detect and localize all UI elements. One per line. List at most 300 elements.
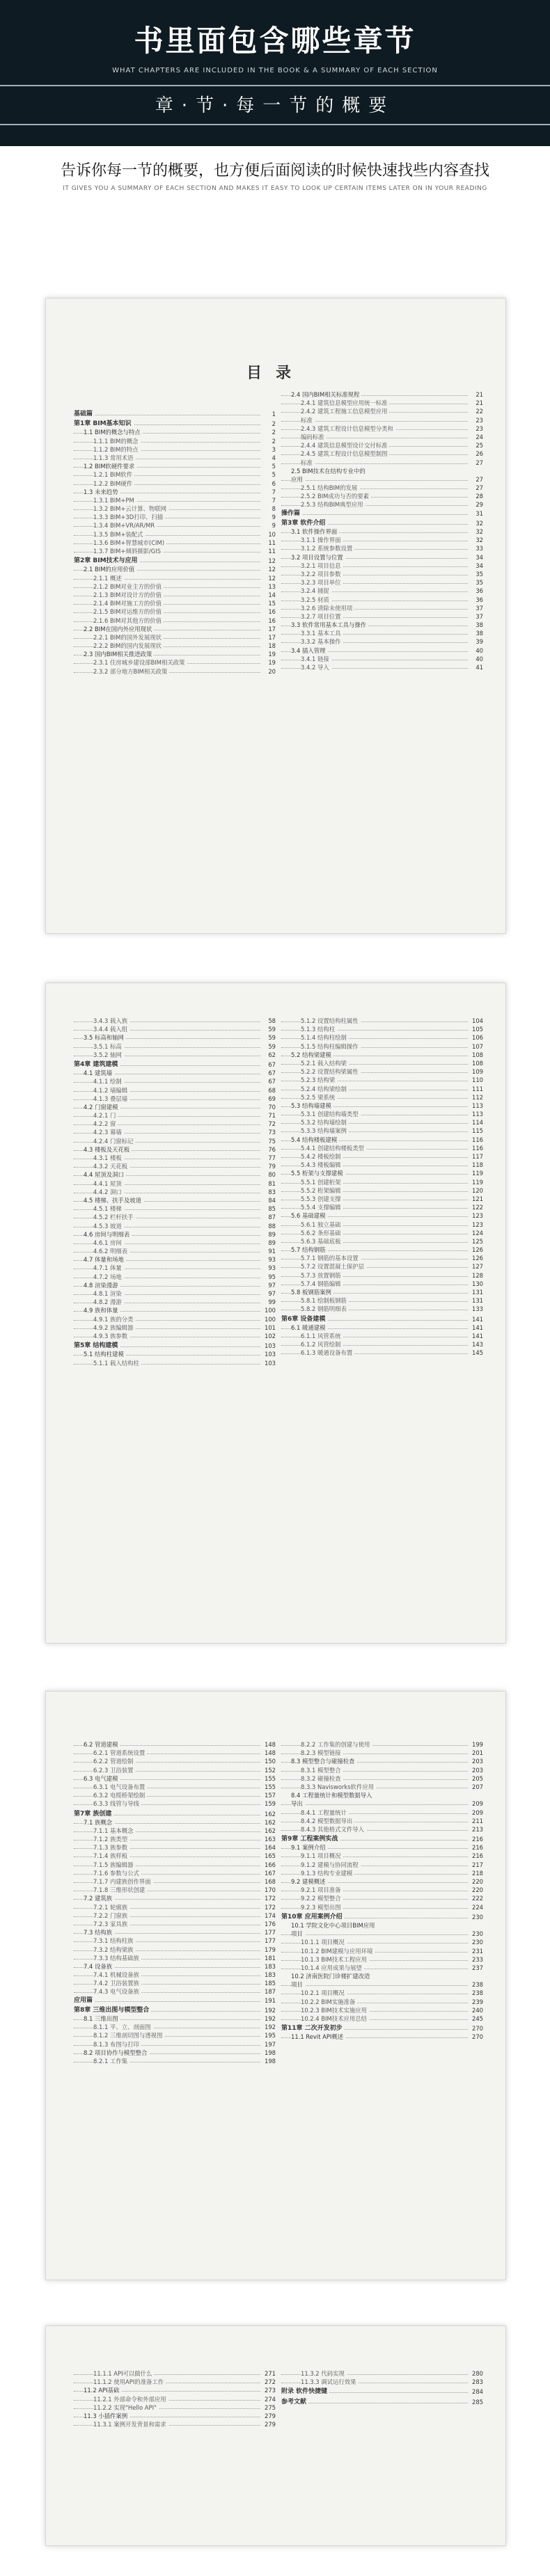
toc-entry-label: 3.2.1 项目信息 (301, 562, 343, 570)
toc-entry-label: 8.1.2 三维剖切图与透视图 (93, 2031, 164, 2040)
toc-entry (74, 667, 276, 676)
toc-entry-page: 116 (468, 1136, 483, 1144)
toc-leader (74, 2001, 260, 2002)
toc-entry (74, 1281, 276, 1289)
toc-entry-page: 35 (468, 570, 483, 578)
toc-entry-label: 2.4.4 建筑信息模型设计交付标准 (301, 441, 389, 450)
toc-entry (281, 1861, 483, 1869)
toc-entry-label: 7.1.1 基本概念 (93, 1827, 135, 1835)
toc-entry-page: 271 (260, 2369, 276, 2378)
toc-entry (74, 1196, 276, 1204)
toc-entry (74, 1323, 276, 1332)
toc-entry (74, 2369, 276, 2378)
toc-entry-page: 81 (260, 1179, 276, 1188)
toc-entry-label: 10.2 济南医院门诊楼扩建改造 (291, 1972, 372, 1980)
toc-entry-page: 148 (260, 1749, 276, 1757)
toc-entry (74, 1179, 276, 1188)
toc-entry (281, 2387, 483, 2396)
toc-entry (281, 1886, 483, 1894)
toc-leader (281, 514, 468, 515)
toc-entry-label: 5.6.1 独立基础 (301, 1221, 343, 1229)
toc-entry-page: 125 (468, 1237, 483, 1246)
toc-entry-label: 10.1.4 应用成果与展望 (301, 1964, 364, 1972)
toc-entry (74, 1095, 276, 1103)
toc-entry-page: 201 (468, 1749, 483, 1757)
toc-entry-label: 8.2.2 工作集的创建与使用 (301, 1740, 372, 1749)
toc-entry-label: 4.9.2 族编辑器 (93, 1323, 135, 1332)
toc-entry (281, 2024, 483, 2033)
toc-entry (74, 1051, 276, 1059)
toc-entry-label: 2.3.2 部分地方BIM相关政策 (93, 667, 169, 676)
toc-entry (281, 1817, 483, 1825)
toc-entry-label: 11.3.3 调试运行效果 (301, 2378, 359, 2386)
toc-entry-label: 7.1.5 族编辑器 (93, 1861, 135, 1869)
toc-entry-label: 1.1.3 常用术语 (93, 454, 135, 462)
toc-entry-page: 85 (260, 1204, 276, 1213)
toc-entry-page: 34 (468, 562, 483, 570)
toc-entry-label: 4.5.2 栏杆扶手 (93, 1213, 135, 1221)
toc-entry-page: 38 (468, 621, 483, 629)
toc-entry (74, 1810, 276, 1818)
toc-entry (74, 1342, 276, 1350)
toc-entry (74, 1749, 276, 1757)
toc-entry-label: 第1章 BIM基本知识 (74, 420, 134, 428)
toc-entry-label: 第11章 二次开发初步 (281, 2024, 345, 2033)
toc-entry-label: 3.2.4 捕捉 (301, 587, 331, 595)
toc-entry-label: 5.8.1 绘制板钢筋 (301, 1296, 349, 1305)
toc-entry (281, 1093, 483, 1102)
toc-entry-page: 67 (260, 1077, 276, 1086)
toc-entry (281, 1025, 483, 1033)
toc-entry-page: 15 (260, 599, 276, 607)
toc-entry-page: 218 (468, 1869, 483, 1877)
toc-entry-label: 1.3.3 BIM+3D打印、扫描 (93, 513, 165, 521)
toc-entry-page: 217 (468, 1861, 483, 1869)
toc-entry (281, 553, 483, 562)
toc-entry (281, 1127, 483, 1135)
toc-entry (281, 1271, 483, 1280)
banner-english-caption: WHAT CHAPTERS ARE INCLUDED IN THE BOOK & A SUMMARY OF EACH SECTION (112, 67, 438, 74)
toc-entry-page: 106 (468, 1033, 483, 1042)
toc-entry-label: 10.2.2 BIM实施准备 (301, 1998, 357, 2006)
toc-entry-page: 68 (260, 1086, 276, 1095)
toc-entry (74, 1264, 276, 1272)
toc-entry (281, 1835, 483, 1843)
toc-entry-page: 216 (468, 1843, 483, 1852)
toc-entry (74, 1928, 276, 1937)
toc-entry-label: 2.2 BIM在国内外应用现状 (84, 625, 154, 633)
toc-entry-page: 37 (468, 612, 483, 621)
toc-entry-label: 4.8.1 渲染 (93, 1289, 124, 1298)
toc-entry (281, 1877, 483, 1886)
toc-entry (281, 1051, 483, 1059)
toc-entry-label: 5.4.3 楼板编辑 (301, 1161, 343, 1169)
toc-entry-page: 118 (468, 1161, 483, 1169)
toc-entry-label: 1.3.5 BIM+装配式 (93, 530, 146, 539)
toc-entry-page: 93 (260, 1264, 276, 1272)
toc-entry-label: 2.1 BIM的应用价值 (84, 565, 136, 573)
toc-entry-label: 4.5.1 楼梯 (93, 1204, 124, 1213)
toc-entry-page: 100 (260, 1315, 276, 1323)
toc-entry (74, 1954, 276, 1962)
toc-entry (281, 1161, 483, 1169)
toc-entry-page: 152 (260, 1766, 276, 1774)
toc-entry-page: 272 (260, 2378, 276, 2386)
toc-entry-label: 10.1.3 BIM技术工程应用 (301, 1955, 369, 1964)
toc-entry-label: 2.4 国内BIM相关标准规程 (291, 390, 361, 399)
toc-entry-page: 102 (260, 1332, 276, 1340)
toc-entry-label: 2.1.6 BIM对其他方的价值 (93, 617, 164, 625)
toc-entry-label: 4.3.2 天花板 (93, 1162, 129, 1170)
toc-entry-page: 77 (260, 1154, 276, 1162)
toc-entry (74, 591, 276, 599)
toc-entry-page: 25 (468, 441, 483, 450)
toc-entry-page: 79 (260, 1162, 276, 1170)
toc-entry-label: 7.1.8 三维形状创建 (93, 1886, 147, 1894)
toc-entry-page: 99 (260, 1298, 276, 1306)
toc-entry-page: 116 (468, 1144, 483, 1152)
toc-entry-label: 3.2.6 清除未使用项 (301, 604, 354, 612)
toc-entry (281, 424, 483, 433)
toc-entry-label: 3.4.1 链接 (301, 655, 331, 663)
toc-entry-page: 177 (260, 1928, 276, 1937)
toc-entry-page: 133 (468, 1305, 483, 1313)
toc-entry-page: 168 (260, 1877, 276, 1886)
toc-entry (281, 1042, 483, 1051)
toc-entry-label: 9.2 建模概述 (291, 1877, 327, 1886)
toc-entry (74, 2006, 276, 2014)
toc-entry (281, 544, 483, 552)
toc-entry (74, 437, 276, 445)
toc-entry (281, 1152, 483, 1161)
toc-entry-page: 126 (468, 1246, 483, 1254)
toc-entry-label: 5.1.5 结构柱编辑操作 (301, 1042, 361, 1051)
toc-entry-page: 7 (260, 496, 276, 504)
toc-entry (281, 1323, 483, 1332)
toc-entry (74, 1946, 276, 1954)
toc-entry-label: 7.4.1 机械设备族 (93, 1971, 141, 1979)
toc-entry (74, 2403, 276, 2412)
toc-entry-label: 1.3.4 BIM+VR/AR/MR (93, 521, 157, 530)
toc-entry-page: 207 (468, 1783, 483, 1791)
toc-entry-label: 6.1 暖通建模 (291, 1323, 327, 1332)
toc-entry-page: 115 (468, 1127, 483, 1135)
toc-entry-page: 222 (468, 1894, 483, 1902)
toc-entry (74, 488, 276, 496)
toc-entry-page: 279 (260, 2412, 276, 2420)
toc-entry-label: 11.3.2 代码实现 (301, 2369, 347, 2378)
toc-entry-label: 5.4.1 创建结构楼板类型 (301, 1144, 366, 1152)
toc-entry-page: 159 (260, 1799, 276, 1808)
toc-entry-page: 119 (468, 1178, 483, 1186)
toc-entry (281, 1791, 483, 1799)
toc-entry-page: 33 (468, 544, 483, 552)
toc-entry-label: 8.4 工程量统计和模型数据导入 (291, 1791, 374, 1799)
toc-entry (281, 1169, 483, 1177)
toc-entry (281, 484, 483, 492)
toc-entry-label: 11.2.1 外部命令和外部应用 (93, 2395, 168, 2403)
toc-entry (281, 1102, 483, 1110)
intro-text: 告诉你每一节的概要，也方便后面阅读的时候快速找些内容查找 (60, 162, 489, 180)
toc-entry-label: 4.1.1 绘制 (93, 1077, 124, 1086)
toc-entry (281, 433, 483, 441)
toc-entry-label: 6.2.3 卫浴装置 (93, 1766, 135, 1774)
toc-entry-label: 1.3.2 BIM+云计算、物联网 (93, 504, 168, 513)
toc-entry (281, 1947, 483, 1955)
toc-entry-label: 第8章 三维出图与模型整合 (74, 2006, 151, 2014)
toc-entry-page: 238 (468, 1989, 483, 1997)
toc-entry (281, 1211, 483, 1220)
toc-entry-page: 126 (468, 1254, 483, 1262)
toc-entry-page: 11 (260, 547, 276, 555)
toc-entry (74, 1170, 276, 1179)
toc-entry-page: 69 (260, 1095, 276, 1103)
toc-entry-page: 100 (260, 1306, 276, 1314)
toc-entry (281, 646, 483, 655)
toc-entry-label: 8.2.1 工作集 (93, 2057, 129, 2065)
toc-entry-page: 27 (468, 484, 483, 492)
toc-entry-label: 4.6 房间与明细表 (84, 1230, 132, 1239)
toc-entry (74, 557, 276, 565)
toc-entry-page: 280 (468, 2369, 483, 2378)
toc-entry-label: 9.1 案例介绍 (291, 1843, 327, 1852)
toc-entry-label: 1.1.1 BIM的概念 (93, 437, 141, 445)
toc-entry-page: 177 (260, 1937, 276, 1945)
toc-entry-page: 192 (260, 2006, 276, 2014)
toc-entry-page: 95 (260, 1273, 276, 1281)
toc-entry (281, 416, 483, 424)
toc-entry (281, 629, 483, 637)
toc-entry-label: 5.6 基础建模 (291, 1211, 327, 1220)
toc-entry-page: 19 (260, 658, 276, 667)
toc-entry-page: 120 (468, 1186, 483, 1195)
toc-entry-page: 163 (260, 1835, 276, 1843)
toc-entry-page: 113 (468, 1110, 483, 1118)
toc-entry-label: 3.5 标高和轴网 (84, 1033, 126, 1042)
toc-entry-label: 8.4.1 工程量统计 (301, 1808, 349, 1817)
toc-entry-page: 176 (260, 1920, 276, 1928)
toc-entry-label: 4.7.1 体量 (93, 1264, 124, 1272)
toc-entry (281, 1843, 483, 1852)
toc-entry (281, 570, 483, 578)
toc-entry-page: 91 (260, 1247, 276, 1255)
toc-entry (74, 2412, 276, 2420)
toc-entry-label: 7.1.6 参数与公式 (93, 1869, 141, 1877)
toc-leader (281, 1934, 468, 1935)
toc-entry-label: 2.4.2 建筑工程施工信息模型应用 (301, 407, 389, 415)
toc-entry-page: 197 (260, 2040, 276, 2049)
toc-entry-label: 5.2.3 结构梁 (301, 1076, 337, 1084)
toc-entry-page: 29 (468, 500, 483, 509)
toc-entry-page: 172 (260, 1903, 276, 1911)
toc-entry (281, 1315, 483, 1323)
toc-entry-page: 117 (468, 1152, 483, 1161)
toc-entry (74, 1239, 276, 1247)
toc-entry-page: 213 (468, 1825, 483, 1834)
toc-entry-label: 3.1.1 操作界面 (301, 536, 343, 544)
toc-entry (74, 530, 276, 539)
toc-entry-label: 11.2 API基础 (84, 2386, 121, 2394)
toc-entry-label: 3.1.2 系统参数设置 (301, 544, 354, 552)
toc-leader (281, 480, 468, 481)
toc-entry (281, 1894, 483, 1902)
toc-entry-label: 3.1 软件操作界面 (291, 527, 339, 536)
toc-entry-page: 62 (260, 1051, 276, 1059)
toc-entry (74, 2023, 276, 2031)
toc-entry-label: 4.4.1 屋顶 (93, 1179, 124, 1188)
toc-entry-page: 103 (260, 1350, 276, 1358)
toc-entry-page: 21 (468, 399, 483, 407)
toc-entry-page: 58 (260, 1017, 276, 1025)
toc-entry (74, 1740, 276, 1749)
toc-entry-label: 2.2.2 BIM的国内发展现状 (93, 642, 164, 650)
toc-entry-label: 11.1.1 API可以做什么 (93, 2369, 154, 2378)
toc-entry-page: 230 (468, 1913, 483, 1921)
toc-entry-label: 第5章 结构建模 (74, 1342, 120, 1350)
toc-entry (74, 1987, 276, 1996)
toc-entry (281, 459, 483, 467)
toc-entry-label: 第3章 软件介绍 (281, 519, 327, 527)
toc-entry-label: 6.2 管道建模 (84, 1740, 120, 1749)
toc-entry-page: 209 (468, 1799, 483, 1808)
toc-entry-label: 8.3.1 模型整合 (301, 1766, 343, 1774)
toc-entry-label: 编码标准 (301, 433, 327, 441)
toc-page-3 (45, 1691, 506, 2280)
toc-entry-page: 141 (468, 1315, 483, 1323)
toc-entry-page: 285 (468, 2398, 483, 2406)
toc-entry-page: 270 (468, 2033, 483, 2041)
toc-entry (281, 1749, 483, 1757)
toc-entry-label: 5.5.1 创建桁架 (301, 1178, 343, 1186)
toc-entry-label: 5.1.4 结构柱绘制 (301, 1033, 349, 1042)
toc-entry-page: 230 (468, 1938, 483, 1946)
toc-entry (281, 1852, 483, 1860)
toc-entry-label: 4.9.3 族参数 (93, 1332, 129, 1340)
toc-entry-page: 164 (260, 1843, 276, 1852)
toc-entry (74, 1799, 276, 1808)
toc-entry-page: 127 (468, 1262, 483, 1271)
toc-entry-page: 59 (260, 1033, 276, 1042)
toc-entry (281, 596, 483, 604)
toc-entry (281, 1740, 483, 1749)
toc-entry-page: 275 (260, 2403, 276, 2412)
toc-entry (74, 650, 276, 658)
toc-column-left (74, 1740, 276, 2065)
toc-entry (281, 527, 483, 536)
toc-entry (281, 1221, 483, 1229)
toc-entry (281, 1332, 483, 1340)
toc-entry (74, 1996, 276, 2005)
toc-entry-label: 8.3.2 碰撞检查 (301, 1774, 343, 1783)
toc-entry-label: 7.4.2 卫浴装置族 (93, 1979, 141, 1987)
toc-entry (74, 642, 276, 650)
toc-entry-label: 6.3.2 电缆桥架绘制 (93, 1791, 147, 1799)
toc-entry-page: 216 (468, 1835, 483, 1843)
toc-entry-page: 6 (260, 479, 276, 488)
toc-entry (281, 604, 483, 612)
toc-entry-page: 20 (260, 667, 276, 676)
toc-entry (74, 1911, 276, 1920)
toc-entry (281, 1903, 483, 1911)
toc-entry (281, 621, 483, 629)
toc-entry-page: 240 (468, 2006, 483, 2014)
toc-entry (281, 562, 483, 570)
toc-entry (281, 1280, 483, 1288)
toc-entry (281, 390, 483, 399)
toc-entry-label: 7.2.2 门窗族 (93, 1911, 129, 1920)
toc-entry (74, 1145, 276, 1154)
toc-entry (74, 1818, 276, 1827)
toc-entry-label: 导出 (291, 1799, 305, 1808)
toc-entry-label: 7.1.2 族类型 (93, 1835, 129, 1843)
toc-entry-label: 5.4 结构楼板建模 (291, 1136, 339, 1144)
toc-entry (74, 607, 276, 616)
toc-entry-label: 应用 (291, 475, 305, 484)
toc-entry-page: 83 (260, 1188, 276, 1196)
toc-entry (74, 1306, 276, 1314)
toc-column-right (281, 1740, 483, 2042)
toc-entry-page: 23 (468, 424, 483, 433)
toc-entry (281, 1178, 483, 1186)
toc-entry-label: 4.8.2 漫游 (93, 1298, 124, 1306)
toc-entry-label: 7.1 族概念 (84, 1818, 114, 1827)
toc-entry-page: 191 (260, 1996, 276, 2005)
toc-entry-label: 5.7.2 设置混凝土保护层 (301, 1262, 366, 1271)
toc-entry-page: 114 (468, 1118, 483, 1127)
toc-entry-page: 220 (468, 1886, 483, 1894)
toc-entry-label: 2.1.5 BIM对运维方的价值 (93, 607, 164, 616)
toc-entry (74, 420, 276, 428)
toc-entry (74, 599, 276, 607)
toc-entry-page: 59 (260, 1042, 276, 1051)
toc-entry-label: 6.3.1 电气设备布置 (93, 1783, 147, 1791)
toc-entry (74, 1861, 276, 1869)
toc-entry (74, 504, 276, 513)
toc-entry (74, 1025, 276, 1033)
toc-entry-label: 3.3 软件常用基本工具与操作 (291, 621, 368, 629)
toc-entry-label: 7.3.3 结构基础族 (93, 1954, 141, 1962)
toc-leader (281, 1804, 468, 1805)
toc-entry-page: 70 (260, 1103, 276, 1111)
toc-entry-label: 5.3 结构墙建模 (291, 1102, 333, 1110)
toc-entry (74, 539, 276, 547)
toc-entry (281, 2398, 483, 2406)
toc-entry-page: 14 (260, 591, 276, 599)
toc-entry-page: 233 (468, 1955, 483, 1964)
banner-subtitle: 章·节·每一节的概要 (155, 95, 395, 116)
toc-entry-label: 4.8 渲染漫游 (84, 1281, 120, 1289)
toc-page-1 (45, 298, 506, 934)
toc-entry-label: 1.3.7 BIM+倾斜摄影/GIS (93, 547, 163, 555)
toc-entry-label: 9.2.2 模型整合 (301, 1894, 343, 1902)
toc-entry-page: 107 (468, 1042, 483, 1051)
toc-entry-label: 应用篇 (74, 1996, 95, 2005)
toc-entry-label: 5.6.3 基础底板 (301, 1237, 343, 1246)
toc-entry-label: 11.3.1 案例开发背景和需求 (93, 2420, 168, 2428)
toc-entry-page: 38 (468, 629, 483, 637)
toc-entry (281, 1305, 483, 1313)
toc-entry-page: 224 (468, 1903, 483, 1911)
toc-entry (74, 1971, 276, 1979)
toc-entry-label: 第10章 应用案例介绍 (281, 1913, 345, 1921)
toc-entry-page: 32 (468, 519, 483, 527)
toc-entry-page: 80 (260, 1170, 276, 1179)
toc-entry (74, 1979, 276, 1987)
toc-entry-page: 7 (260, 488, 276, 496)
toc-entry (74, 1188, 276, 1196)
toc-entry-label: 4.2.3 幕墙 (93, 1128, 124, 1136)
toc-entry-page: 1 (260, 410, 276, 418)
